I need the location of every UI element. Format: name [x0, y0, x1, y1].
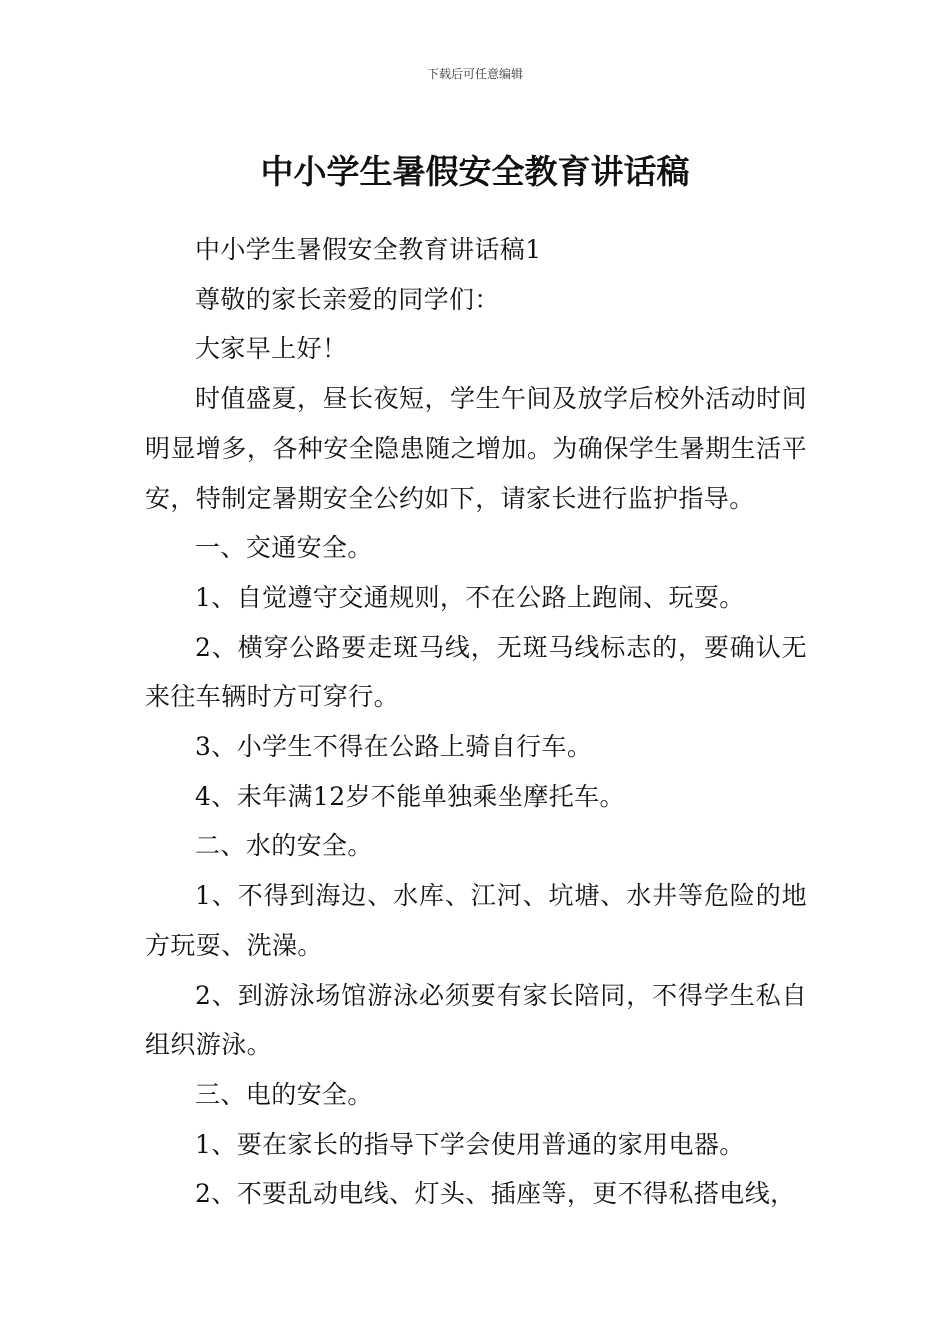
section-heading-water: 二、水的安全。: [195, 831, 373, 861]
paragraph-intro: 时值盛夏，昼长夜短，学生午间及放学后校外活动时间明显增多，各种安全隐患随之增加。为确保学生暑期生活平安，特制定暑期安全公约如下，请家长进行监护指导。: [145, 384, 807, 513]
list-item: 1、要在家长的指导下学会使用普通的家用电器。: [195, 1129, 745, 1159]
paragraph-subtitle: 中小学生暑假安全教育讲话稿1: [195, 235, 542, 264]
paragraph-salutation: 尊敬的家长亲爱的同学们：: [195, 284, 500, 314]
section-heading-electricity: 三、电的安全。: [195, 1079, 373, 1109]
list-item: 3、小学生不得在公路上骑自行车。: [195, 732, 593, 762]
list-item: 1、不得到海边、水库、江河、坑塘、水井等危险的地方玩耍、洗澡。: [145, 881, 807, 960]
document-title: 中小学生暑假安全教育讲话稿: [260, 152, 690, 192]
section-heading-traffic: 一、交通安全。: [195, 533, 373, 563]
list-item: 2、不要乱动电线、灯头、插座等，更不得私搭电线，: [195, 1179, 796, 1209]
list-item: 1、自觉遵守交通规则，不在公路上跑闹、玩耍。: [195, 582, 745, 612]
list-item: 2、到游泳场馆游泳必须要有家长陪同，不得学生私自组织游泳。: [145, 980, 807, 1060]
header-note: 下载后可任意编辑: [426, 67, 523, 81]
list-item: 2、横穿公路要走斑马线，无斑马线标志的，要确认无来往车辆时方可穿行。: [145, 632, 807, 712]
list-item: 4、未年满12岁不能单独乘坐摩托车。: [195, 781, 625, 811]
document-body: [145, 225, 807, 1219]
paragraph-greeting: 大家早上好！: [195, 334, 348, 364]
